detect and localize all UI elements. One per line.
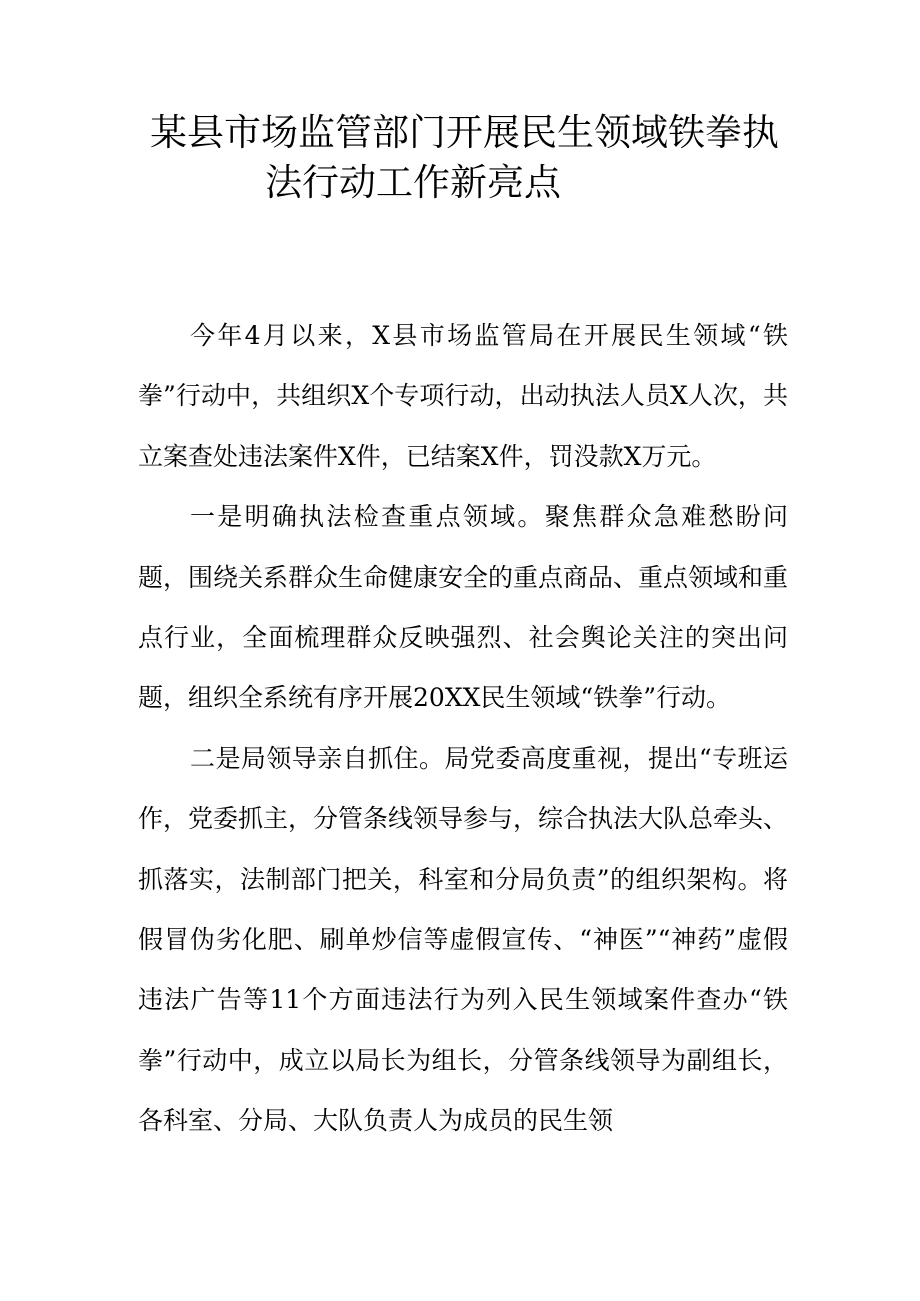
paragraph-intro: 今年4月以来，X县市场监管局在开展民生领域“铁拳”行动中，共组织X个专项行动，出动执法人员X人次，共立案查处违法案件X件，已结案X件，罚没款X万元。 xyxy=(138,321,788,471)
document-body xyxy=(138,306,788,1152)
paragraph-point-two: 二是局领导亲自抓住。局党委高度重视，提出“专班运作，党委抓主，分管条线领导参与，综合执法大队总牵头、抓落实，法制部门把关，科室和分局负责”的组织架构。将假冒伪劣化肥、刷单炒信等虚假宣传、“神医”“神药”虚假违法广告等11个方面违法行为列入民生领域案件查办“铁拳”行动中，成立以局长为组长，分管条线领导为副组长，各科室、分局、大队负责人为成员的民生领 xyxy=(138,743,789,1136)
document-title xyxy=(150,108,800,208)
paragraph-point-one: 一是明确执法检查重点领域。聚焦群众急难愁盼问题，围绕关系群众生命健康安全的重点商品、重点领域和重点行业，全面梳理群众反映强烈、社会舆论关注的突出问题，组织全系统有序开展20XX民生领域“铁拳”行动。 xyxy=(138,502,789,713)
title-line-2: 法行动工作新亮点 xyxy=(265,161,561,204)
title-line-1: 某县市场监管部门开展民生领域铁拳执 xyxy=(150,111,779,154)
